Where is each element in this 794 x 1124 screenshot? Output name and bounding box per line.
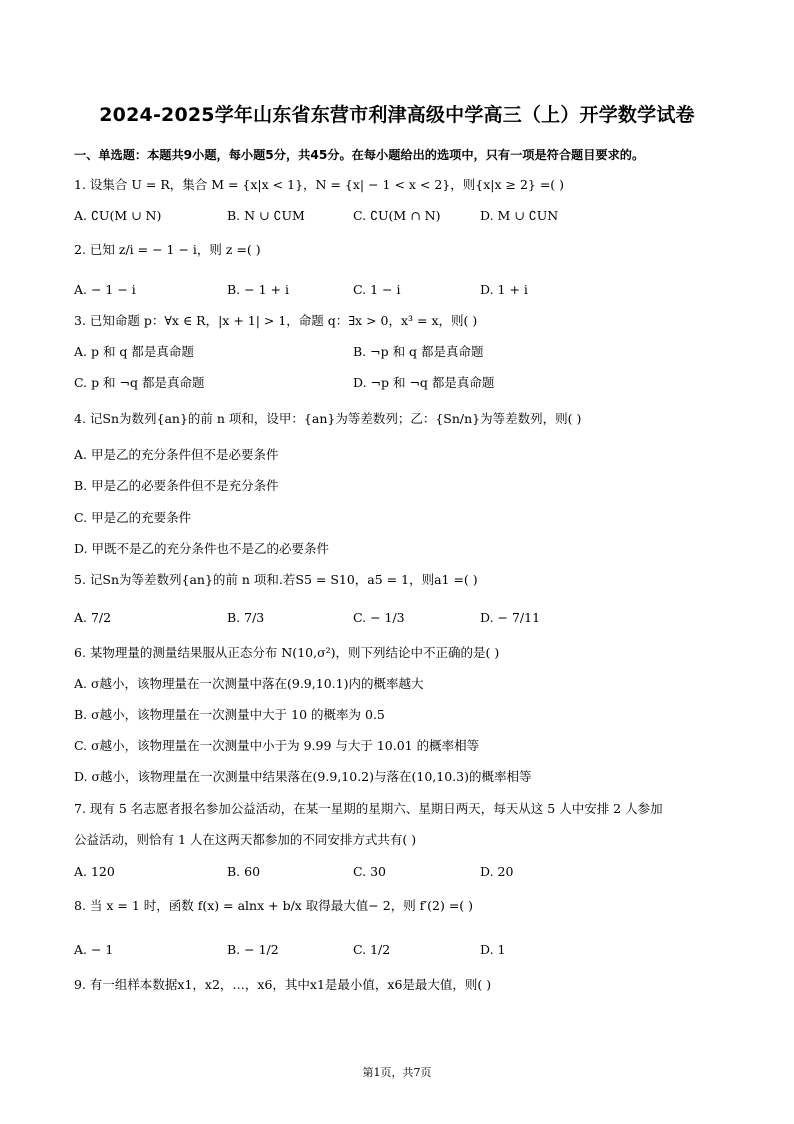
section-heading: 一、单选题：本题共9小题，每小题5分，共45分。在每小题给出的选项中，只有一项是符合题目要求的。 <box>74 148 645 162</box>
option-a[interactable]: A. 120 <box>74 864 115 879</box>
option-a[interactable]: A. − 1 − i <box>74 282 136 297</box>
option-a[interactable]: A. p 和 q 都是真命题 <box>74 344 194 359</box>
question-7-stem-continued: 公益活动，则恰有 1 人在这两天都参加的不同安排方式共有( ) <box>74 832 417 847</box>
option-c[interactable]: C. 1/2 <box>353 942 391 957</box>
question-3-stem: 3. 已知命题 p：∀x ∈ R，|x + 1| > 1，命题 q：∃x > 0，x³ = x，则( ) <box>74 313 478 328</box>
option-a[interactable]: A. σ越小，该物理量在一次测量中落在(9.9,10.1)内的概率越大 <box>74 676 424 691</box>
option-b[interactable]: B. 7/3 <box>227 610 265 625</box>
page-title: 2024-2025学年山东省东营市利津高级中学高三（上）开学数学试卷 <box>99 104 695 126</box>
question-3-options-row1 <box>74 343 734 361</box>
question-1-options <box>74 207 734 225</box>
option-c[interactable]: C. 1 − i <box>353 282 401 297</box>
question-9-stem: 9. 有一组样本数据x1，x2，…，x6，其中x1是最小值，x6是最大值，则( ) <box>74 977 492 992</box>
option-b[interactable]: B. 甲是乙的必要条件但不是充分条件 <box>74 478 279 493</box>
option-a[interactable]: A. 7/2 <box>74 610 112 625</box>
option-c[interactable]: C. p 和 ¬q 都是真命题 <box>74 375 205 390</box>
option-a[interactable]: A. ∁U(M ∪ N) <box>74 208 162 223</box>
option-c[interactable]: C. 甲是乙的充要条件 <box>74 510 192 525</box>
question-5-stem: 5. 记Sn为等差数列{an}的前 n 项和.若S5 = S10，a5 = 1，则a1 =( ) <box>74 572 478 587</box>
option-c[interactable]: C. ∁U(M ∩ N) <box>353 208 441 223</box>
question-8-options <box>74 941 734 959</box>
question-2-stem: 2. 已知 z/i = − 1 − i，则 z =( ) <box>74 242 261 257</box>
option-d[interactable]: D. 1 <box>480 942 506 957</box>
option-d[interactable]: D. − 7/11 <box>480 610 541 625</box>
question-7-options <box>74 863 734 881</box>
option-c[interactable]: C. 30 <box>353 864 386 879</box>
question-1-stem: 1. 设集合 U = R，集合 M = {x|x < 1}，N = {x| − 1 < x < 2}，则{x|x ≥ 2} =( ) <box>74 177 565 192</box>
option-d[interactable]: D. 甲既不是乙的充分条件也不是乙的必要条件 <box>74 541 330 556</box>
question-6-stem: 6. 某物理量的测量结果服从正态分布 N(10,σ²)，则下列结论中不正确的是( ) <box>74 645 500 660</box>
question-4-stem: 4. 记Sn为数列{an}的前 n 项和，设甲：{an}为等差数列；乙：{Sn/n}为等差数列，则( ) <box>74 411 582 426</box>
option-d[interactable]: D. 1 + i <box>480 282 528 297</box>
option-b[interactable]: B. 60 <box>227 864 261 879</box>
question-3-options-row2 <box>74 374 734 392</box>
option-a[interactable]: A. 甲是乙的充分条件但不是必要条件 <box>74 447 279 462</box>
question-5-options <box>74 609 734 627</box>
option-b[interactable]: B. N ∪ ∁UM <box>227 208 305 223</box>
option-b[interactable]: B. − 1 + i <box>227 282 289 297</box>
page-footer: 第1页，共7页 <box>362 1066 432 1079</box>
option-a[interactable]: A. − 1 <box>74 942 114 957</box>
option-b[interactable]: B. ¬p 和 q 都是真命题 <box>353 344 484 359</box>
option-d[interactable]: D. 20 <box>480 864 514 879</box>
option-d[interactable]: D. σ越小，该物理量在一次测量中结果落在(9.9,10.2)与落在(10,10.3)的概率相等 <box>74 769 532 784</box>
option-b[interactable]: B. − 1/2 <box>227 942 279 957</box>
question-2-options <box>74 281 734 299</box>
option-d[interactable]: D. ¬p 和 ¬q 都是真命题 <box>353 375 495 390</box>
option-b[interactable]: B. σ越小，该物理量在一次测量中大于 10 的概率为 0.5 <box>74 707 385 722</box>
option-d[interactable]: D. M ∪ ∁UN <box>480 208 559 223</box>
question-8-stem: 8. 当 x = 1 时，函数 f(x) = alnx + b/x 取得最大值− 2，则 f′(2) =( ) <box>74 898 474 913</box>
option-c[interactable]: C. σ越小，该物理量在一次测量中小于为 9.99 与大于 10.01 的概率相等 <box>74 738 480 753</box>
question-7-stem: 7. 现有 5 名志愿者报名参加公益活动，在某一星期的星期六、星期日两天，每天从这 5 人中安排 2 人参加 <box>74 801 663 816</box>
option-c[interactable]: C. − 1/3 <box>353 610 405 625</box>
